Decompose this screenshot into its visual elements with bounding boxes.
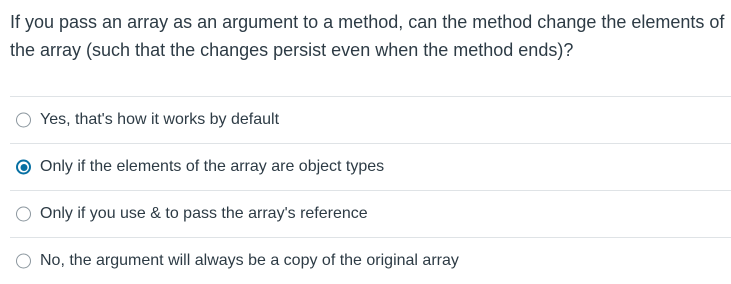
question-text: If you pass an array as an argument to a method, can the method change the elements of the array (such that the changes persist even when the method ends)?	[10, 12, 725, 60]
answer-label[interactable]: No, the argument will always be a copy of the original array	[40, 252, 459, 269]
answer-label[interactable]: Yes, that's how it works by default	[40, 111, 280, 128]
radio-button[interactable]	[16, 207, 31, 222]
answer-label[interactable]: Only if you use & to pass the array's reference	[40, 205, 368, 222]
answer-list	[10, 96, 731, 284]
radio-button-selected[interactable]	[16, 160, 31, 175]
radio-button[interactable]	[16, 254, 31, 269]
answer-option-4[interactable]	[10, 238, 731, 284]
answer-option-3[interactable]	[10, 191, 731, 238]
answer-option-1[interactable]	[10, 97, 731, 144]
answer-label[interactable]: Only if the elements of the array are object types	[40, 158, 385, 175]
radio-button[interactable]	[16, 113, 31, 128]
answer-option-2[interactable]	[10, 144, 731, 191]
